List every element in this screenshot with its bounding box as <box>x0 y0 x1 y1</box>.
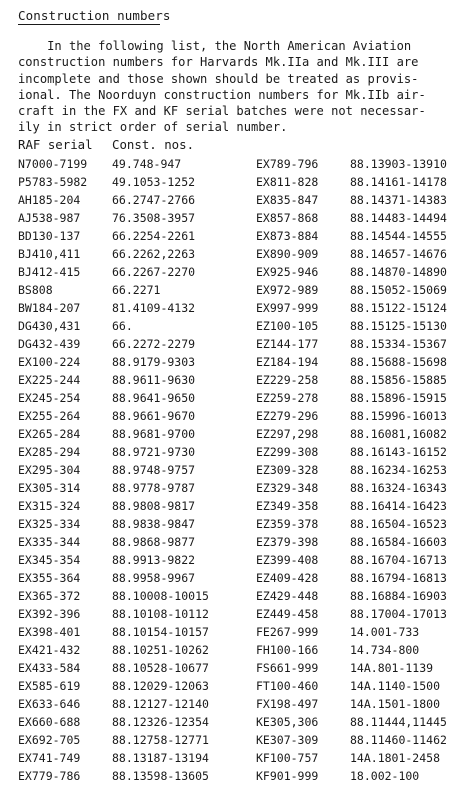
table-row <box>256 443 447 461</box>
table-row <box>18 587 209 605</box>
raf-serial-cell: EX100-224 <box>18 355 81 369</box>
const-number-cell: 66.2272-2279 <box>112 337 196 351</box>
const-number-cell: 66.2254-2261 <box>112 229 196 243</box>
raf-serial-cell: BJ412-415 <box>18 265 81 279</box>
table-row <box>256 371 447 389</box>
table-row <box>256 497 447 515</box>
raf-serial-cell: EZ349-358 <box>256 499 319 513</box>
const-number-cell: 88.14657-14676 <box>350 247 447 261</box>
const-number-cell: 88.15688-15698 <box>350 355 447 369</box>
const-number-cell: 88.13187-13194 <box>112 751 209 765</box>
const-number-cell: 88.14870-14890 <box>350 265 447 279</box>
raf-serial-cell: EX255-264 <box>18 409 81 423</box>
raf-serial-cell: P5783-5982 <box>18 175 88 189</box>
const-number-cell: 88.13903-13910 <box>350 157 447 171</box>
intro-line: ional. The Noorduyn construction numbers for Mk.IIb air- <box>18 87 426 102</box>
raf-serial-cell: EZ100-105 <box>256 319 319 333</box>
raf-serial-cell: KF100-757 <box>256 751 319 765</box>
const-number-cell: 88.12029-12063 <box>112 679 209 693</box>
raf-serial-cell: EX245-254 <box>18 391 81 405</box>
raf-serial-cell: EX225-244 <box>18 373 81 387</box>
table-row <box>18 299 209 317</box>
raf-serial-cell: EX398-401 <box>18 625 81 639</box>
table-row <box>256 227 447 245</box>
const-number-cell: 88.9868-9877 <box>112 535 196 549</box>
raf-serial-cell: EZ449-458 <box>256 607 319 621</box>
raf-serial-cell: AH185-204 <box>18 193 81 207</box>
table-row <box>256 731 447 749</box>
table-row <box>256 155 447 173</box>
intro-line: incomplete and those shown should be treated as provis- <box>18 71 419 86</box>
table-row <box>256 713 447 731</box>
const-number-cell: 88.9661-9670 <box>112 409 196 423</box>
const-number-cell: 88.15334-15367 <box>350 337 447 351</box>
table-row <box>256 515 447 533</box>
table-row <box>18 353 209 371</box>
const-number-cell: 88.16414-16423 <box>350 499 447 513</box>
raf-serial-cell: EZ309-328 <box>256 463 319 477</box>
table-row <box>256 569 447 587</box>
table-row <box>18 731 209 749</box>
table-row <box>18 749 209 767</box>
left-column <box>18 155 209 785</box>
table-row <box>18 659 209 677</box>
const-number-cell: 14A.1801-2458 <box>350 751 441 765</box>
raf-serial-cell: EZ379-398 <box>256 535 319 549</box>
raf-serial-cell: EX857-868 <box>256 211 319 225</box>
table-row <box>256 479 447 497</box>
table-row <box>256 299 447 317</box>
const-number-cell: 88.9958-9967 <box>112 571 196 585</box>
table-row <box>256 695 447 713</box>
table-row <box>18 461 209 479</box>
table-row <box>256 677 447 695</box>
const-number-cell: 88.11460-11462 <box>350 733 447 747</box>
const-number-cell: 88.15052-15069 <box>350 283 447 297</box>
const-number-cell: 88.12127-12140 <box>112 697 209 711</box>
const-number-cell: 88.15996-16013 <box>350 409 447 423</box>
intro-line: ily in strict order of serial number. <box>18 120 288 135</box>
raf-serial-cell: EZ329-348 <box>256 481 319 495</box>
raf-serial-cell: N7000-7199 <box>18 157 88 171</box>
raf-serial-cell: KF901-999 <box>256 769 319 783</box>
raf-serial-cell: BW184-207 <box>18 301 81 315</box>
raf-serial-cell: EX421-432 <box>18 643 81 657</box>
const-number-cell: 88.9179-9303 <box>112 355 196 369</box>
table-row <box>18 767 209 785</box>
raf-serial-cell: EX972-989 <box>256 283 319 297</box>
const-number-cell: 14A.1501-1800 <box>350 697 441 711</box>
const-number-cell: 88.9913-9822 <box>112 553 196 567</box>
const-number-cell: 88.9838-9847 <box>112 517 196 531</box>
raf-serial-cell: EZ259-278 <box>256 391 319 405</box>
const-number-cell: 88.12758-12771 <box>112 733 209 747</box>
raf-serial-cell: EX305-314 <box>18 481 81 495</box>
table-row <box>256 461 447 479</box>
const-number-cell: 88.16081,16082 <box>350 427 447 441</box>
raf-serial-cell: FH100-166 <box>256 643 319 657</box>
raf-serial-cell: BS808 <box>18 283 53 297</box>
const-number-cell: 88.9641-9650 <box>112 391 196 405</box>
const-number-cell: 88.9611-9630 <box>112 373 196 387</box>
const-number-cell: 81.4109-4132 <box>112 301 196 315</box>
const-number-cell: 88.16584-16603 <box>350 535 447 549</box>
raf-serial-cell: EZ279-296 <box>256 409 319 423</box>
table-row <box>18 641 209 659</box>
raf-serial-cell: EX265-284 <box>18 427 81 441</box>
title-underline <box>18 24 160 25</box>
const-number-cell: 66. <box>112 319 133 333</box>
raf-serial-cell: FT100-460 <box>256 679 319 693</box>
table-row <box>18 479 209 497</box>
column-header-const: Const. nos. <box>112 137 195 152</box>
raf-serial-cell: EX692-705 <box>18 733 81 747</box>
table-row <box>256 533 447 551</box>
table-row <box>256 389 447 407</box>
const-number-cell: 88.16704-16713 <box>350 553 447 567</box>
const-number-cell: 66.2267-2270 <box>112 265 196 279</box>
table-row <box>18 677 209 695</box>
table-row <box>18 335 209 353</box>
table-row <box>256 317 447 335</box>
table-row <box>256 335 447 353</box>
table-row <box>18 389 209 407</box>
table-row <box>18 551 209 569</box>
const-number-cell: 88.15896-15915 <box>350 391 447 405</box>
raf-serial-cell: EZ229-258 <box>256 373 319 387</box>
const-number-cell: 88.10528-10677 <box>112 661 209 675</box>
table-row <box>18 713 209 731</box>
table-row <box>256 245 447 263</box>
raf-serial-cell: EX433-584 <box>18 661 81 675</box>
table-row <box>256 641 447 659</box>
table-row <box>18 425 209 443</box>
const-number-cell: 88.17004-17013 <box>350 607 447 621</box>
raf-serial-cell: BJ410,411 <box>18 247 81 261</box>
raf-serial-cell: EX315-324 <box>18 499 81 513</box>
raf-serial-cell: FE267-999 <box>256 625 319 639</box>
table-row <box>18 443 209 461</box>
raf-serial-cell: KE307-309 <box>256 733 319 747</box>
raf-serial-cell: EX873-884 <box>256 229 319 243</box>
table-row <box>256 605 447 623</box>
table-row <box>256 749 447 767</box>
const-number-cell: 88.16234-16253 <box>350 463 447 477</box>
const-number-cell: 66.2262,2263 <box>112 247 196 261</box>
table-row <box>18 263 209 281</box>
table-row <box>256 587 447 605</box>
raf-serial-cell: EX997-999 <box>256 301 319 315</box>
table-row <box>256 623 447 641</box>
table-row <box>18 317 209 335</box>
raf-serial-cell: EX335-344 <box>18 535 81 549</box>
table-row <box>256 551 447 569</box>
const-number-cell: 88.15122-15124 <box>350 301 447 315</box>
raf-serial-cell: EZ399-408 <box>256 553 319 567</box>
const-number-cell: 88.10154-10157 <box>112 625 209 639</box>
const-number-cell: 66.2271 <box>112 283 161 297</box>
const-number-cell: 88.13598-13605 <box>112 769 209 783</box>
const-number-cell: 88.10251-10262 <box>112 643 209 657</box>
raf-serial-cell: DG430,431 <box>18 319 81 333</box>
table-row <box>18 281 209 299</box>
const-number-cell: 88.10108-10112 <box>112 607 209 621</box>
table-row <box>256 407 447 425</box>
table-row <box>256 173 447 191</box>
const-number-cell: 18.002-100 <box>350 769 420 783</box>
raf-serial-cell: EX835-847 <box>256 193 319 207</box>
raf-serial-cell: EX779-786 <box>18 769 81 783</box>
raf-serial-cell: FX198-497 <box>256 697 319 711</box>
const-number-cell: 88.14161-14178 <box>350 175 447 189</box>
const-number-cell: 88.14483-14494 <box>350 211 447 225</box>
table-row <box>18 515 209 533</box>
raf-serial-cell: EX295-304 <box>18 463 81 477</box>
table-row <box>18 371 209 389</box>
raf-serial-cell: EX285-294 <box>18 445 81 459</box>
table-row <box>256 191 447 209</box>
raf-serial-cell: EX392-396 <box>18 607 81 621</box>
const-number-cell: 88.9721-9730 <box>112 445 196 459</box>
raf-serial-cell: BD130-137 <box>18 229 81 243</box>
const-number-cell: 88.9778-9787 <box>112 481 196 495</box>
table-row <box>256 353 447 371</box>
const-number-cell: 88.12326-12354 <box>112 715 209 729</box>
raf-serial-cell: DG432-439 <box>18 337 81 351</box>
raf-serial-cell: EZ299-308 <box>256 445 319 459</box>
const-number-cell: 88.10008-10015 <box>112 589 209 603</box>
const-number-cell: 88.15856-15885 <box>350 373 447 387</box>
const-number-cell: 88.9808-9817 <box>112 499 196 513</box>
raf-serial-cell: EZ184-194 <box>256 355 319 369</box>
const-number-cell: 88.15125-15130 <box>350 319 447 333</box>
table-row <box>256 767 447 785</box>
table-row <box>18 155 209 173</box>
const-number-cell: 88.16504-16523 <box>350 517 447 531</box>
table-row <box>256 281 447 299</box>
table-row <box>18 695 209 713</box>
const-number-cell: 88.14371-14383 <box>350 193 447 207</box>
table-row <box>256 425 447 443</box>
raf-serial-cell: EZ144-177 <box>256 337 319 351</box>
table-row <box>18 209 209 227</box>
const-number-cell: 88.9681-9700 <box>112 427 196 441</box>
intro-line: construction numbers for Harvards Mk.IIa and Mk.III are <box>18 55 419 70</box>
raf-serial-cell: EX585-619 <box>18 679 81 693</box>
table-row <box>18 173 209 191</box>
raf-serial-cell: EZ429-448 <box>256 589 319 603</box>
raf-serial-cell: FS661-999 <box>256 661 319 675</box>
table-row <box>256 659 447 677</box>
raf-serial-cell: EX660-688 <box>18 715 81 729</box>
const-number-cell: 14.734-800 <box>350 643 420 657</box>
raf-serial-cell: EX345-354 <box>18 553 81 567</box>
raf-serial-cell: KE305,306 <box>256 715 319 729</box>
raf-serial-cell: EX633-646 <box>18 697 81 711</box>
const-number-cell: 88.16143-16152 <box>350 445 447 459</box>
const-number-cell: 49.1053-1252 <box>112 175 196 189</box>
raf-serial-cell: EX789-796 <box>256 157 319 171</box>
table-row <box>18 533 209 551</box>
raf-serial-cell: EX325-334 <box>18 517 81 531</box>
raf-serial-cell: EX365-372 <box>18 589 81 603</box>
const-number-cell: 49.748-947 <box>112 157 182 171</box>
table-row <box>18 623 209 641</box>
table-row <box>18 497 209 515</box>
table-row <box>18 569 209 587</box>
const-number-cell: 14.001-733 <box>350 625 420 639</box>
section-title: Construction numbers <box>18 8 171 23</box>
raf-serial-cell: EX811-828 <box>256 175 319 189</box>
raf-serial-cell: EX355-364 <box>18 571 81 585</box>
raf-serial-cell: AJ538-987 <box>18 211 81 225</box>
const-number-cell: 76.3508-3957 <box>112 211 196 225</box>
const-number-cell: 14A.1140-1500 <box>350 679 441 693</box>
const-number-cell: 14A.801-1139 <box>350 661 434 675</box>
const-number-cell: 88.16884-16903 <box>350 589 447 603</box>
const-number-cell: 88.16324-16343 <box>350 481 447 495</box>
table-row <box>18 227 209 245</box>
column-header-serial: RAF serial <box>18 137 93 152</box>
raf-serial-cell: EX890-909 <box>256 247 319 261</box>
table-row <box>18 245 209 263</box>
intro-line: In the following list, the North American Aviation <box>18 39 412 53</box>
table-row <box>18 407 209 425</box>
right-column <box>256 155 447 785</box>
raf-serial-cell: EZ359-378 <box>256 517 319 531</box>
const-number-cell: 88.9748-9757 <box>112 463 196 477</box>
raf-serial-cell: EX741-749 <box>18 751 81 765</box>
intro-line: craft in the FX and KF serial batches were not necessar- <box>18 104 426 119</box>
const-number-cell: 88.14544-14555 <box>350 229 447 243</box>
raf-serial-cell: EX925-946 <box>256 265 319 279</box>
table-row <box>18 191 209 209</box>
table-row <box>18 605 209 623</box>
raf-serial-cell: EZ409-428 <box>256 571 319 585</box>
raf-serial-cell: EZ297,298 <box>256 427 319 441</box>
table-row <box>256 263 447 281</box>
const-number-cell: 66.2747-2766 <box>112 193 196 207</box>
const-number-cell: 88.11444,11445 <box>350 715 447 729</box>
const-number-cell: 88.16794-16813 <box>350 571 447 585</box>
table-row <box>256 209 447 227</box>
intro-paragraph <box>18 38 468 136</box>
